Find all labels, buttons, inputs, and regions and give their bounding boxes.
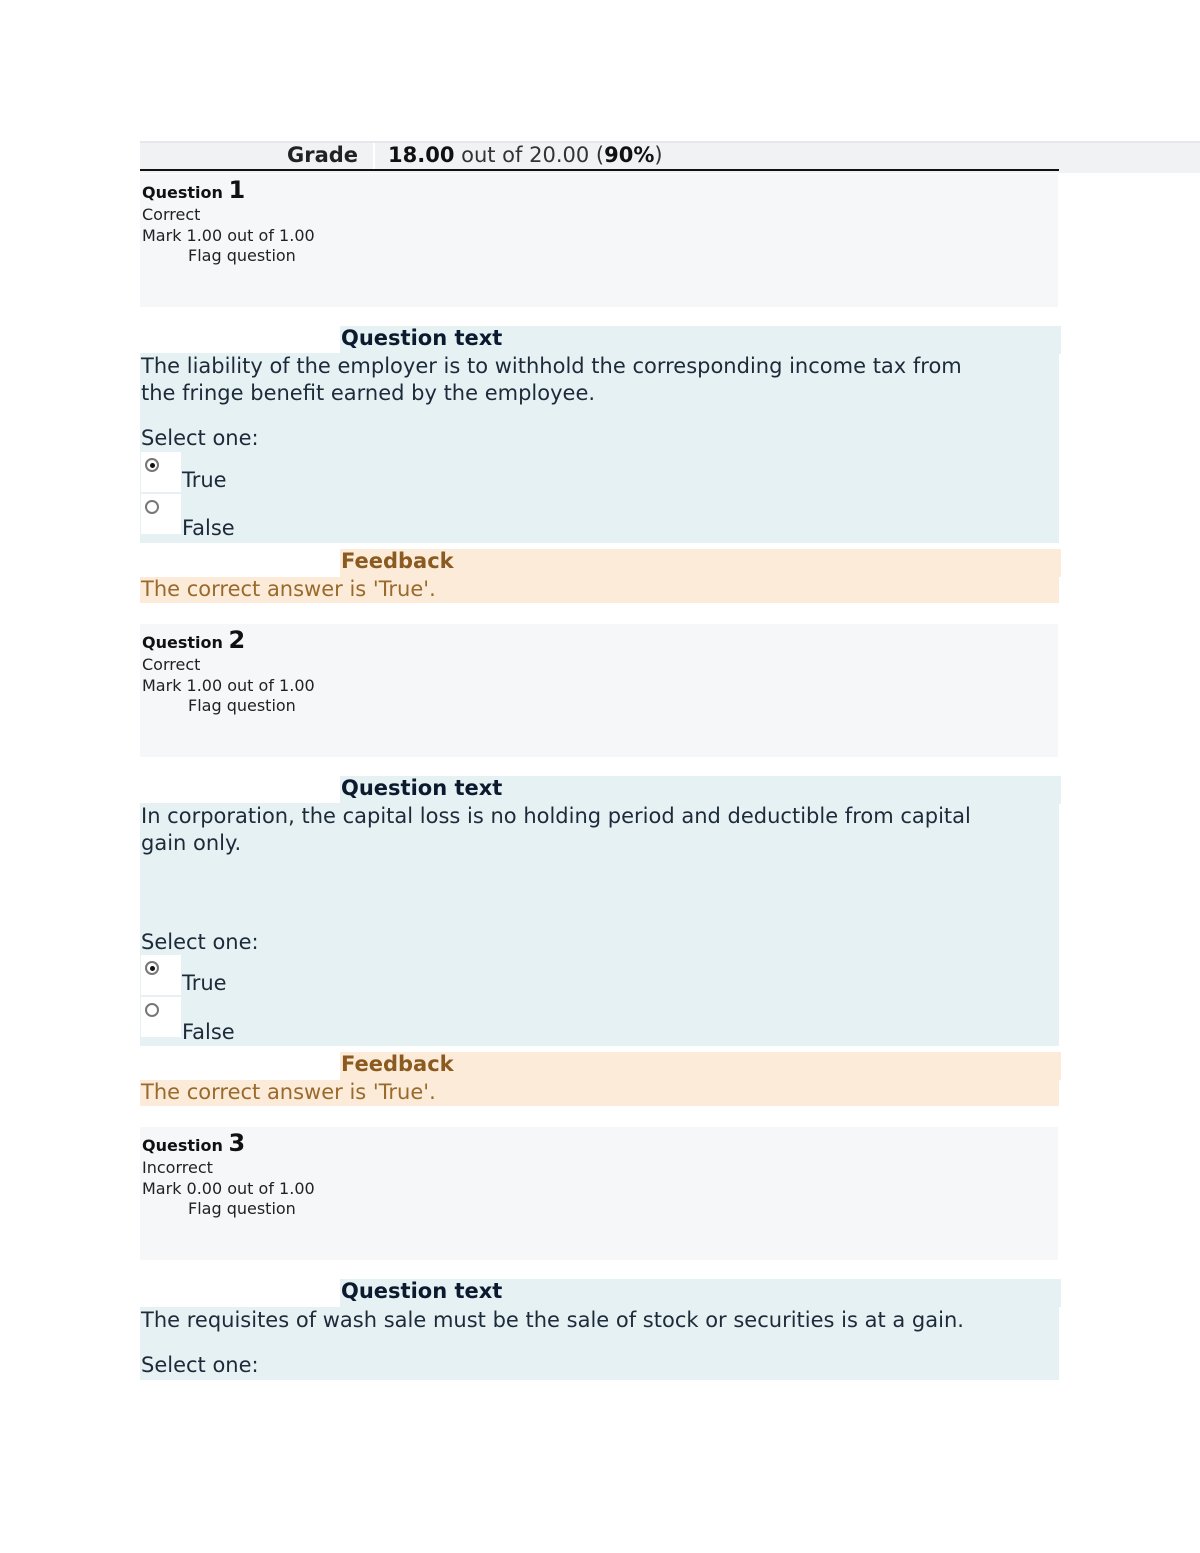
- question-1-option-true[interactable]: [141, 452, 181, 492]
- question-number: 1: [228, 176, 246, 204]
- question-2-option-true-label[interactable]: True: [182, 971, 227, 995]
- question-2-option-false-label[interactable]: False: [182, 1020, 235, 1044]
- grade-label: Grade: [287, 143, 359, 167]
- question-1-info: [140, 174, 1058, 307]
- grade-close: ): [654, 143, 663, 167]
- question-2-mark: Mark 1.00 out of 1.00: [142, 676, 315, 695]
- question-3-text-line-1: The requisites of wash sale must be the sale of stock or securities is at a gain.: [141, 1308, 964, 1332]
- question-1-text-title: Question text: [341, 326, 503, 350]
- question-1-state: Correct: [142, 205, 201, 224]
- grade-total: out of 20.00 (: [454, 143, 605, 167]
- question-1-mark: Mark 1.00 out of 1.00: [142, 226, 315, 245]
- question-2-feedback-title: Feedback: [341, 1052, 454, 1076]
- question-1-select-one: Select one:: [141, 426, 259, 450]
- grade-cell-separator: [373, 143, 375, 169]
- question-2-select-one: Select one:: [141, 930, 259, 954]
- question-1-heading: [142, 176, 245, 204]
- grade-divider: [140, 169, 1059, 171]
- question-3-heading: [142, 1129, 245, 1157]
- radio-checked-icon[interactable]: [145, 458, 159, 472]
- question-3-text-title: Question text: [341, 1279, 503, 1303]
- radio-checked-icon[interactable]: [145, 961, 159, 975]
- question-2-heading: [142, 626, 245, 654]
- grade-value: [388, 143, 663, 167]
- question-3-select-one: Select one:: [141, 1353, 259, 1377]
- question-label: Question: [142, 633, 223, 652]
- question-1-text: [141, 353, 1041, 407]
- question-2-text-line-1: In corporation, the capital loss is no holding period and deductible from capital: [141, 804, 971, 828]
- question-1-flag-link[interactable]: Flag question: [188, 246, 296, 265]
- question-3-mark: Mark 0.00 out of 1.00: [142, 1179, 315, 1198]
- radio-unchecked-icon[interactable]: [145, 500, 159, 514]
- question-number: 3: [228, 1129, 246, 1157]
- question-1-feedback: The correct answer is 'True'.: [141, 577, 436, 601]
- radio-unchecked-icon[interactable]: [145, 1003, 159, 1017]
- question-3-state: Incorrect: [142, 1158, 213, 1177]
- question-2-text: [141, 803, 1041, 857]
- question-label: Question: [142, 1136, 223, 1155]
- question-3-info: [140, 1127, 1058, 1260]
- question-2-state: Correct: [142, 655, 201, 674]
- question-1-text-line-2: the fringe benefit earned by the employee.: [141, 381, 596, 405]
- question-1-option-true-label[interactable]: True: [182, 468, 227, 492]
- question-2-text-line-2: gain only.: [141, 831, 242, 855]
- question-2-option-false[interactable]: [141, 997, 181, 1037]
- question-label: Question: [142, 183, 223, 202]
- question-2-flag-link[interactable]: Flag question: [188, 696, 296, 715]
- grade-score: 18.00: [388, 143, 455, 167]
- question-1-option-false[interactable]: [141, 494, 181, 534]
- question-2-info: [140, 624, 1058, 757]
- question-3-flag-link[interactable]: Flag question: [188, 1199, 296, 1218]
- grade-percent: 90%: [604, 143, 655, 167]
- question-3-text: [141, 1307, 1041, 1334]
- question-1-text-line-1: The liability of the employer is to withhold the corresponding income tax from: [141, 354, 962, 378]
- question-2-text-title: Question text: [341, 776, 503, 800]
- question-number: 2: [228, 626, 246, 654]
- question-1-feedback-title: Feedback: [341, 549, 454, 573]
- question-2-option-true[interactable]: [141, 955, 181, 995]
- question-1-option-false-label[interactable]: False: [182, 516, 235, 540]
- question-2-feedback: The correct answer is 'True'.: [141, 1080, 436, 1104]
